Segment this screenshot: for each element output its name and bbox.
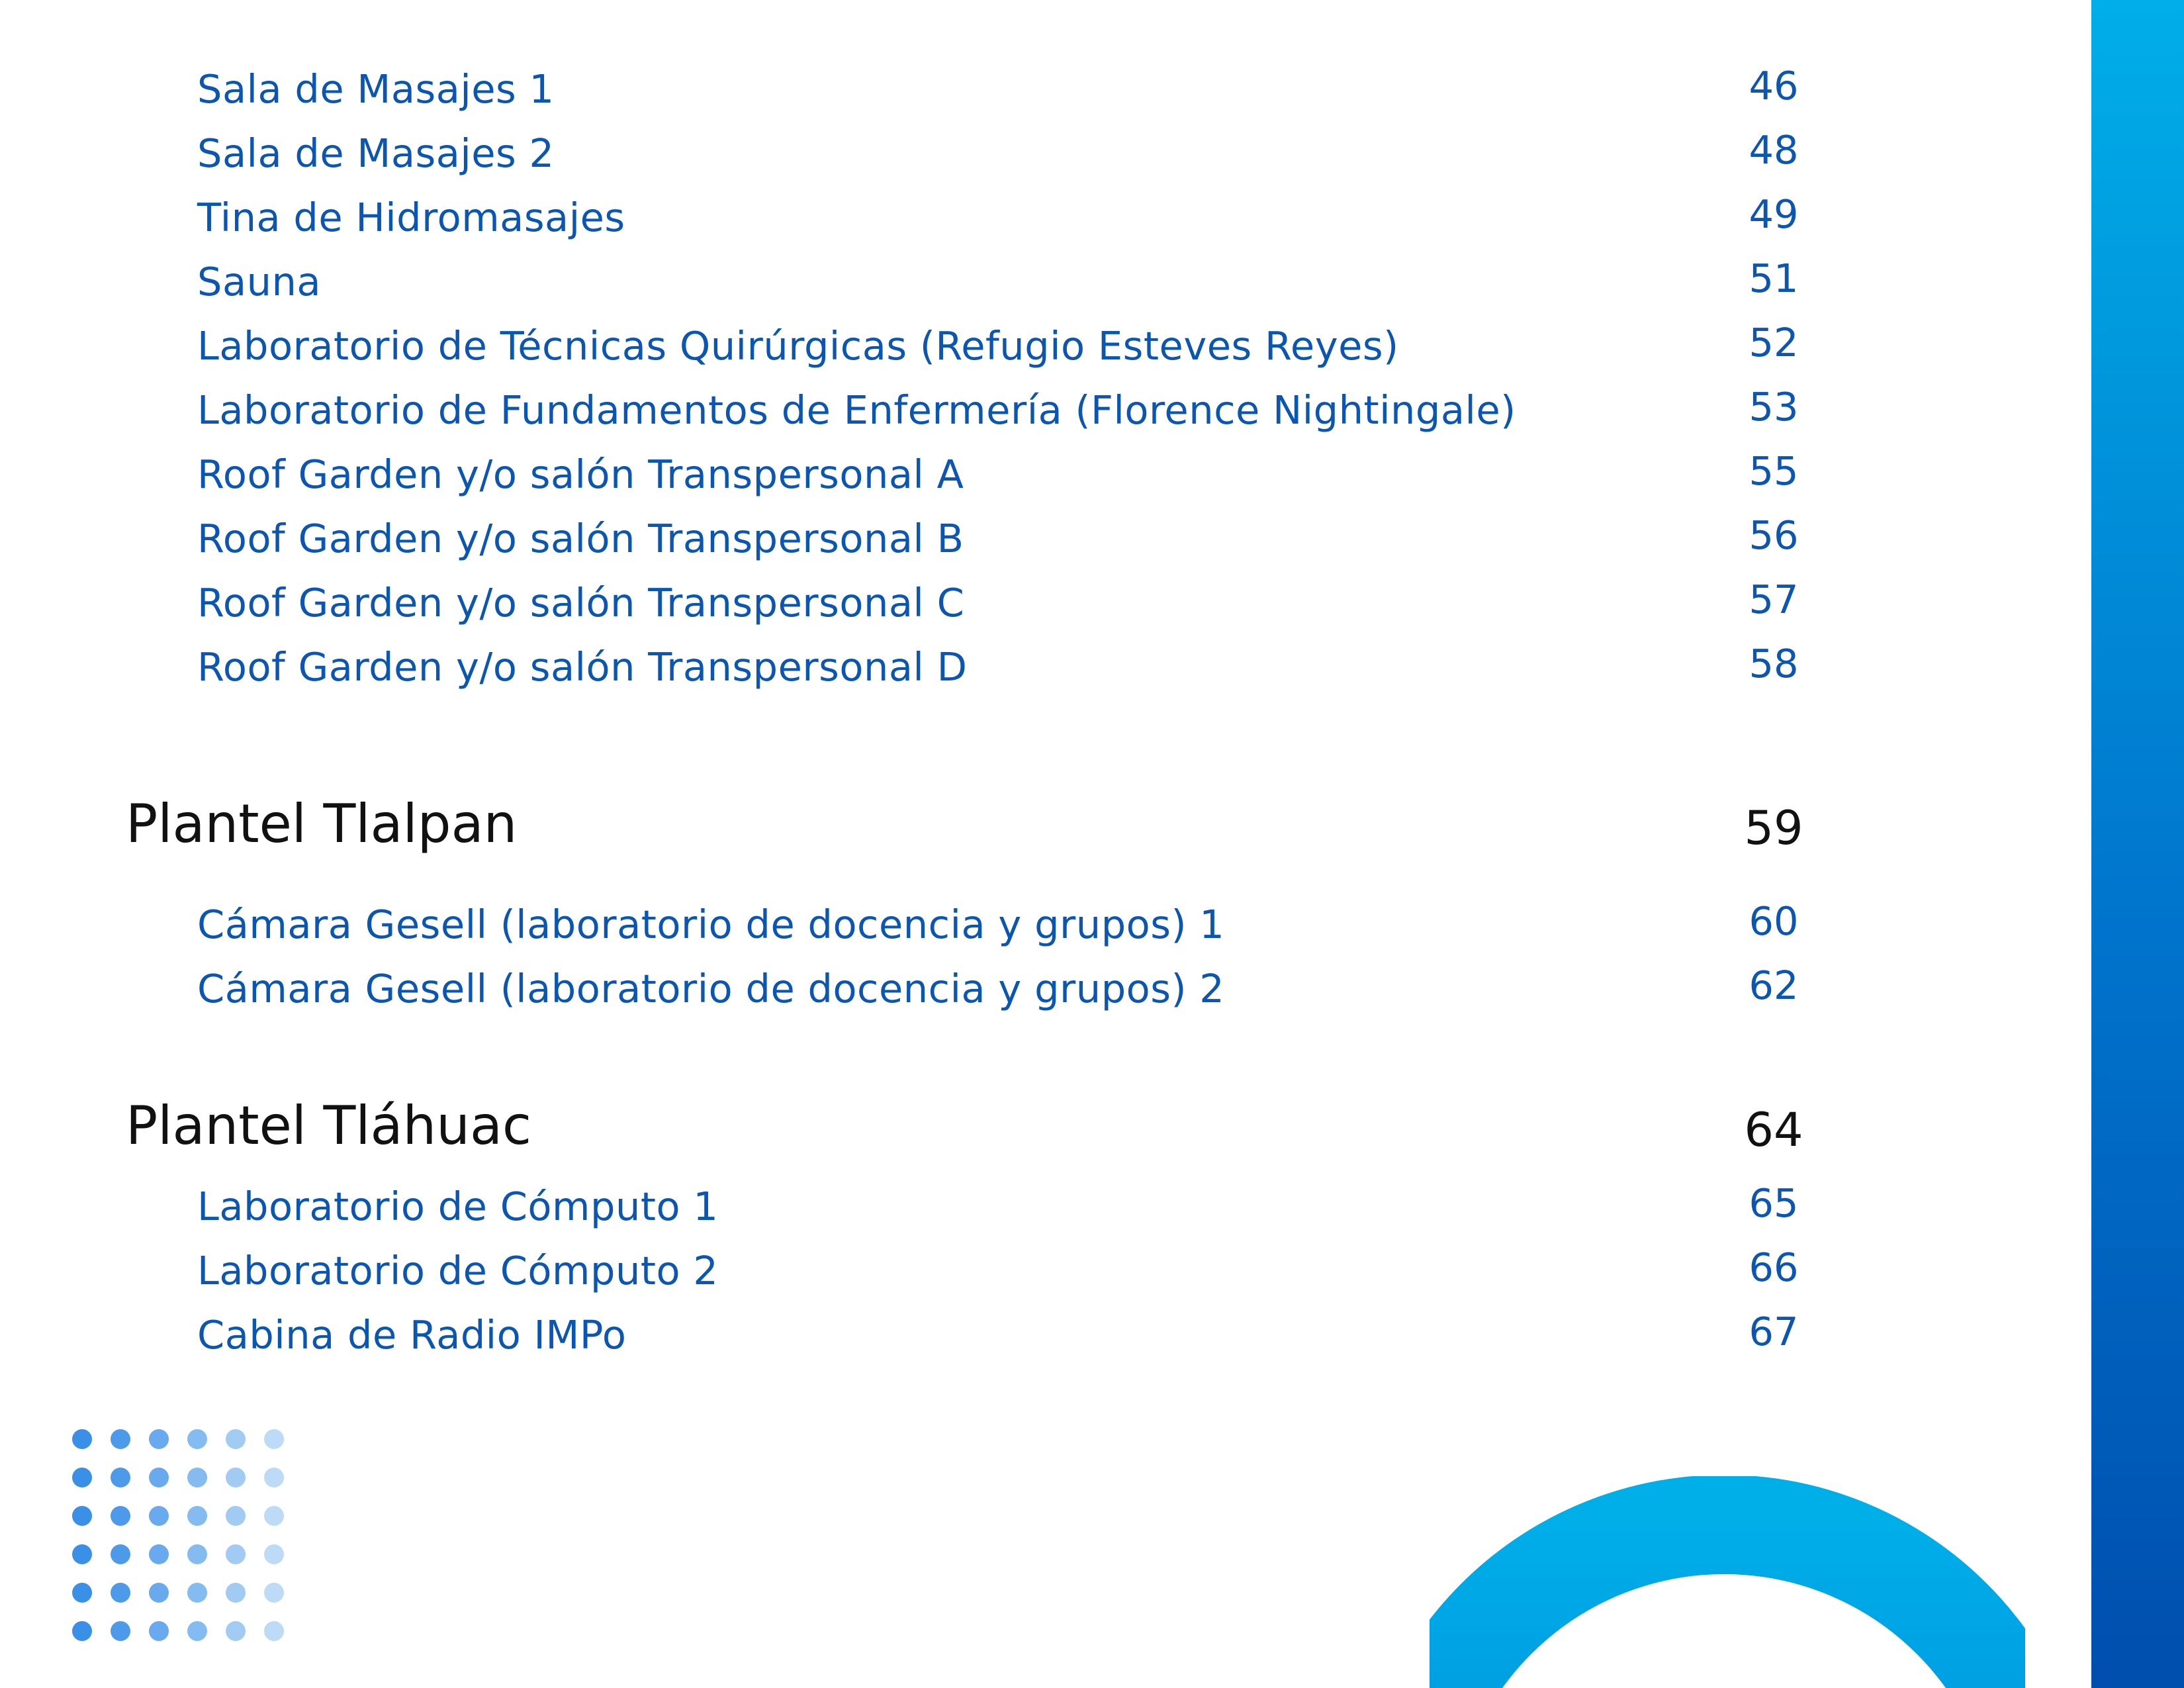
toc-entry[interactable] [0,895,1985,955]
toc-entry-label: Cabina de Radio IMPo [197,1312,627,1358]
section-page: 59 [1744,801,1803,855]
toc-entry[interactable] [0,509,1985,569]
toc-entry-page: 46 [1749,63,1799,109]
toc-entry-page: 48 [1749,127,1799,173]
toc-entry-label: Cámara Gesell (laboratorio de docencia y grupos) 2 [197,966,1225,1011]
toc-entry-page: 60 [1749,898,1799,944]
toc-entry[interactable] [0,316,1985,376]
toc-entry[interactable] [0,445,1985,504]
decorative-dot [226,1621,246,1641]
toc-entry-page: 58 [1749,641,1799,686]
decorative-dot [187,1621,207,1641]
decorative-dot [149,1621,169,1641]
toc-entry-page: 52 [1749,320,1799,365]
toc-entry[interactable] [0,1241,1985,1301]
decorative-dot [72,1621,92,1641]
toc-entry-page: 56 [1749,512,1799,558]
toc-entry-label: Cámara Gesell (laboratorio de docencia y grupos) 1 [197,902,1225,947]
toc-entry-page: 66 [1749,1244,1799,1290]
decorative-dot [187,1506,207,1526]
toc-entry[interactable] [0,1305,1985,1365]
toc-entry-page: 62 [1749,962,1799,1008]
toc-entry-label: Laboratorio de Cómputo 2 [197,1248,719,1293]
decorative-dot [111,1621,130,1641]
decorative-dot [149,1544,169,1564]
section-page: 64 [1744,1103,1803,1157]
decorative-dot [111,1583,130,1603]
decorative-dot [264,1544,284,1564]
decorative-dot [264,1621,284,1641]
decorative-dot [149,1468,169,1487]
decorative-dot [226,1583,246,1603]
decorative-dot [149,1506,169,1526]
decorative-dot [264,1583,284,1603]
toc-entry[interactable] [0,60,1985,119]
toc-section-tlalpan[interactable] [0,788,1985,861]
decorative-dot [111,1506,130,1526]
toc-entry-page: 57 [1749,577,1799,622]
decorative-dot [149,1429,169,1449]
toc-entry-label: Sala de Masajes 2 [197,130,555,176]
decorative-dot [187,1544,207,1564]
toc-entry-page: 53 [1749,384,1799,430]
decorative-dot [187,1468,207,1487]
decorative-dot [72,1506,92,1526]
decorative-dot [72,1429,92,1449]
toc-entry[interactable] [0,573,1985,633]
decorative-dot [149,1583,169,1603]
toc-entry-label: Sala de Masajes 1 [197,66,555,112]
decorative-dot [226,1544,246,1564]
section-title: Plantel Tláhuac [126,1095,531,1156]
toc-entry-label: Roof Garden y/o salón Transpersonal D [197,644,968,690]
toc-entry-page: 51 [1749,256,1799,301]
toc-entry-page: 67 [1749,1309,1799,1354]
toc-entry-label: Roof Garden y/o salón Transpersonal B [197,516,964,561]
decorative-dot [264,1506,284,1526]
toc-entry-label: Tina de Hidromasajes [197,195,625,240]
toc-entry[interactable] [0,1177,1985,1237]
toc-entry[interactable] [0,124,1985,183]
toc-entry-page: 65 [1749,1180,1799,1226]
toc-entry-page: 49 [1749,191,1799,237]
decorative-dot [264,1429,284,1449]
decorative-dot [111,1468,130,1487]
side-color-bar [2091,0,2184,1688]
toc-entry[interactable] [0,959,1985,1019]
decorative-dot [111,1429,130,1449]
decorative-dot [226,1468,246,1487]
toc-entry[interactable] [0,637,1985,697]
toc-entry[interactable] [0,252,1985,312]
decorative-dot [226,1429,246,1449]
toc-entry[interactable] [0,188,1985,248]
toc-section-tlahuac[interactable] [0,1090,1985,1162]
dot-grid-decoration [71,1429,290,1647]
decorative-dot [72,1544,92,1564]
decorative-dot [264,1468,284,1487]
toc-entry-label: Laboratorio de Cómputo 1 [197,1184,719,1229]
decorative-dot [187,1429,207,1449]
toc-entry-label: Roof Garden y/o salón Transpersonal C [197,580,965,626]
section-title: Plantel Tlalpan [126,793,518,855]
decorative-dot [72,1468,92,1487]
decorative-dot [187,1583,207,1603]
toc-entry-page: 55 [1749,448,1799,494]
toc-entry-label: Sauna [197,259,322,305]
toc-entry[interactable] [0,381,1985,440]
decorative-dot [72,1583,92,1603]
ring-decoration [1430,1476,2025,1688]
toc-entry-label: Laboratorio de Técnicas Quirúrgicas (Refugio Esteves Reyes) [197,323,1399,369]
toc-entry-label: Roof Garden y/o salón Transpersonal A [197,451,964,497]
decorative-dot [111,1544,130,1564]
toc-entry-label: Laboratorio de Fundamentos de Enfermería (Florence Nightingale) [197,387,1516,433]
decorative-dot [226,1506,246,1526]
